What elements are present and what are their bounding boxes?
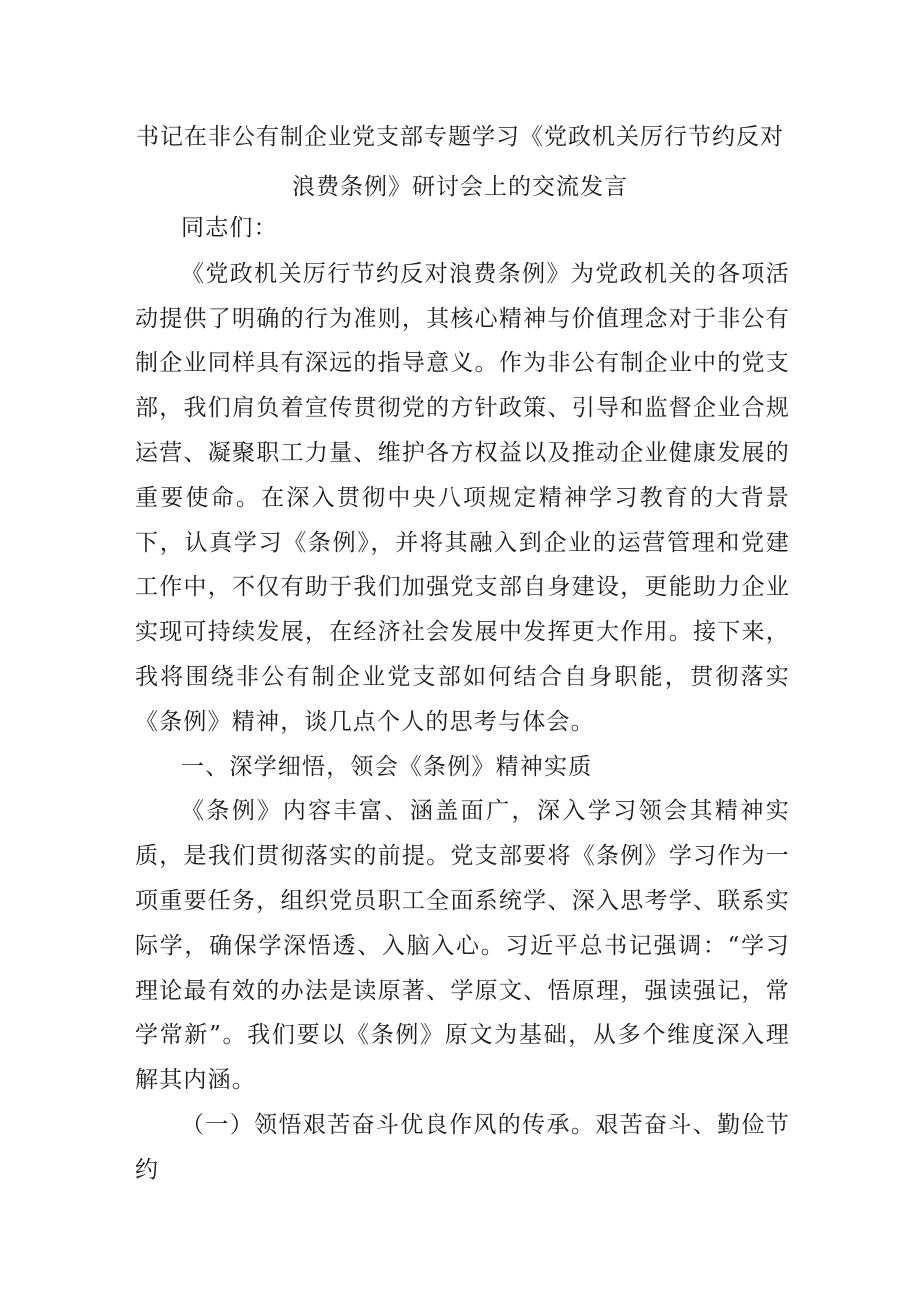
section-1-paragraph: 《条例》内容丰富、涵盖面广，深入学习领会其精神实质，是我们贯彻落实的前提。党支部要将《条例》学习作为一项重要任务，组织党员职工全面系统学、深入思考学、联系实际学，确保学深悟透、入脑入心。习近平总书记强调：“学习理论最有效的办法是读原著、学原文、悟原理，强读强记，常学常新”。我们要以《条例》原文为基础，从多个维度深入理解其内涵。: [135, 798, 790, 1094]
subsection-heading-1: （一）领悟艰苦奋斗优良作风的传承。艰苦奋斗、勤俭节约: [135, 1111, 790, 1183]
document-title: 书记在非公有制企业党支部专题学习《党政机关厉行节约反对浪费条例》研讨会上的交流发言: [136, 124, 784, 200]
section-heading-1: 一、深学细悟，领会《条例》精神实质: [181, 753, 593, 780]
intro-paragraph: 《党政机关厉行节约反对浪费条例》为党政机关的各项活动提供了明确的行为准则，其核心精神与价值理念对于非公有制企业同样具有深远的指导意义。作为非公有制企业中的党支部，我们肩负着宣传贯彻党的方针政策、引导和监督企业合规运营、凝聚职工力量、维护各方权益以及推动企业健康发展的重要使命。在深入贯彻中央八项规定精神学习教育的大背景下，认真学习《条例》，并将其融入到企业的运营管理和党建工作中，不仅有助于我们加强党支部自身建设，更能助力企业实现可持续发展，在经济社会发展中发挥更大作用。接下来，我将围绕非公有制企业党支部如何结合自身职能，贯彻落实《条例》精神，谈几点个人的思考与体会。: [135, 260, 790, 735]
document-body: [135, 206, 790, 1193]
salutation: 同志们：: [181, 215, 278, 241]
